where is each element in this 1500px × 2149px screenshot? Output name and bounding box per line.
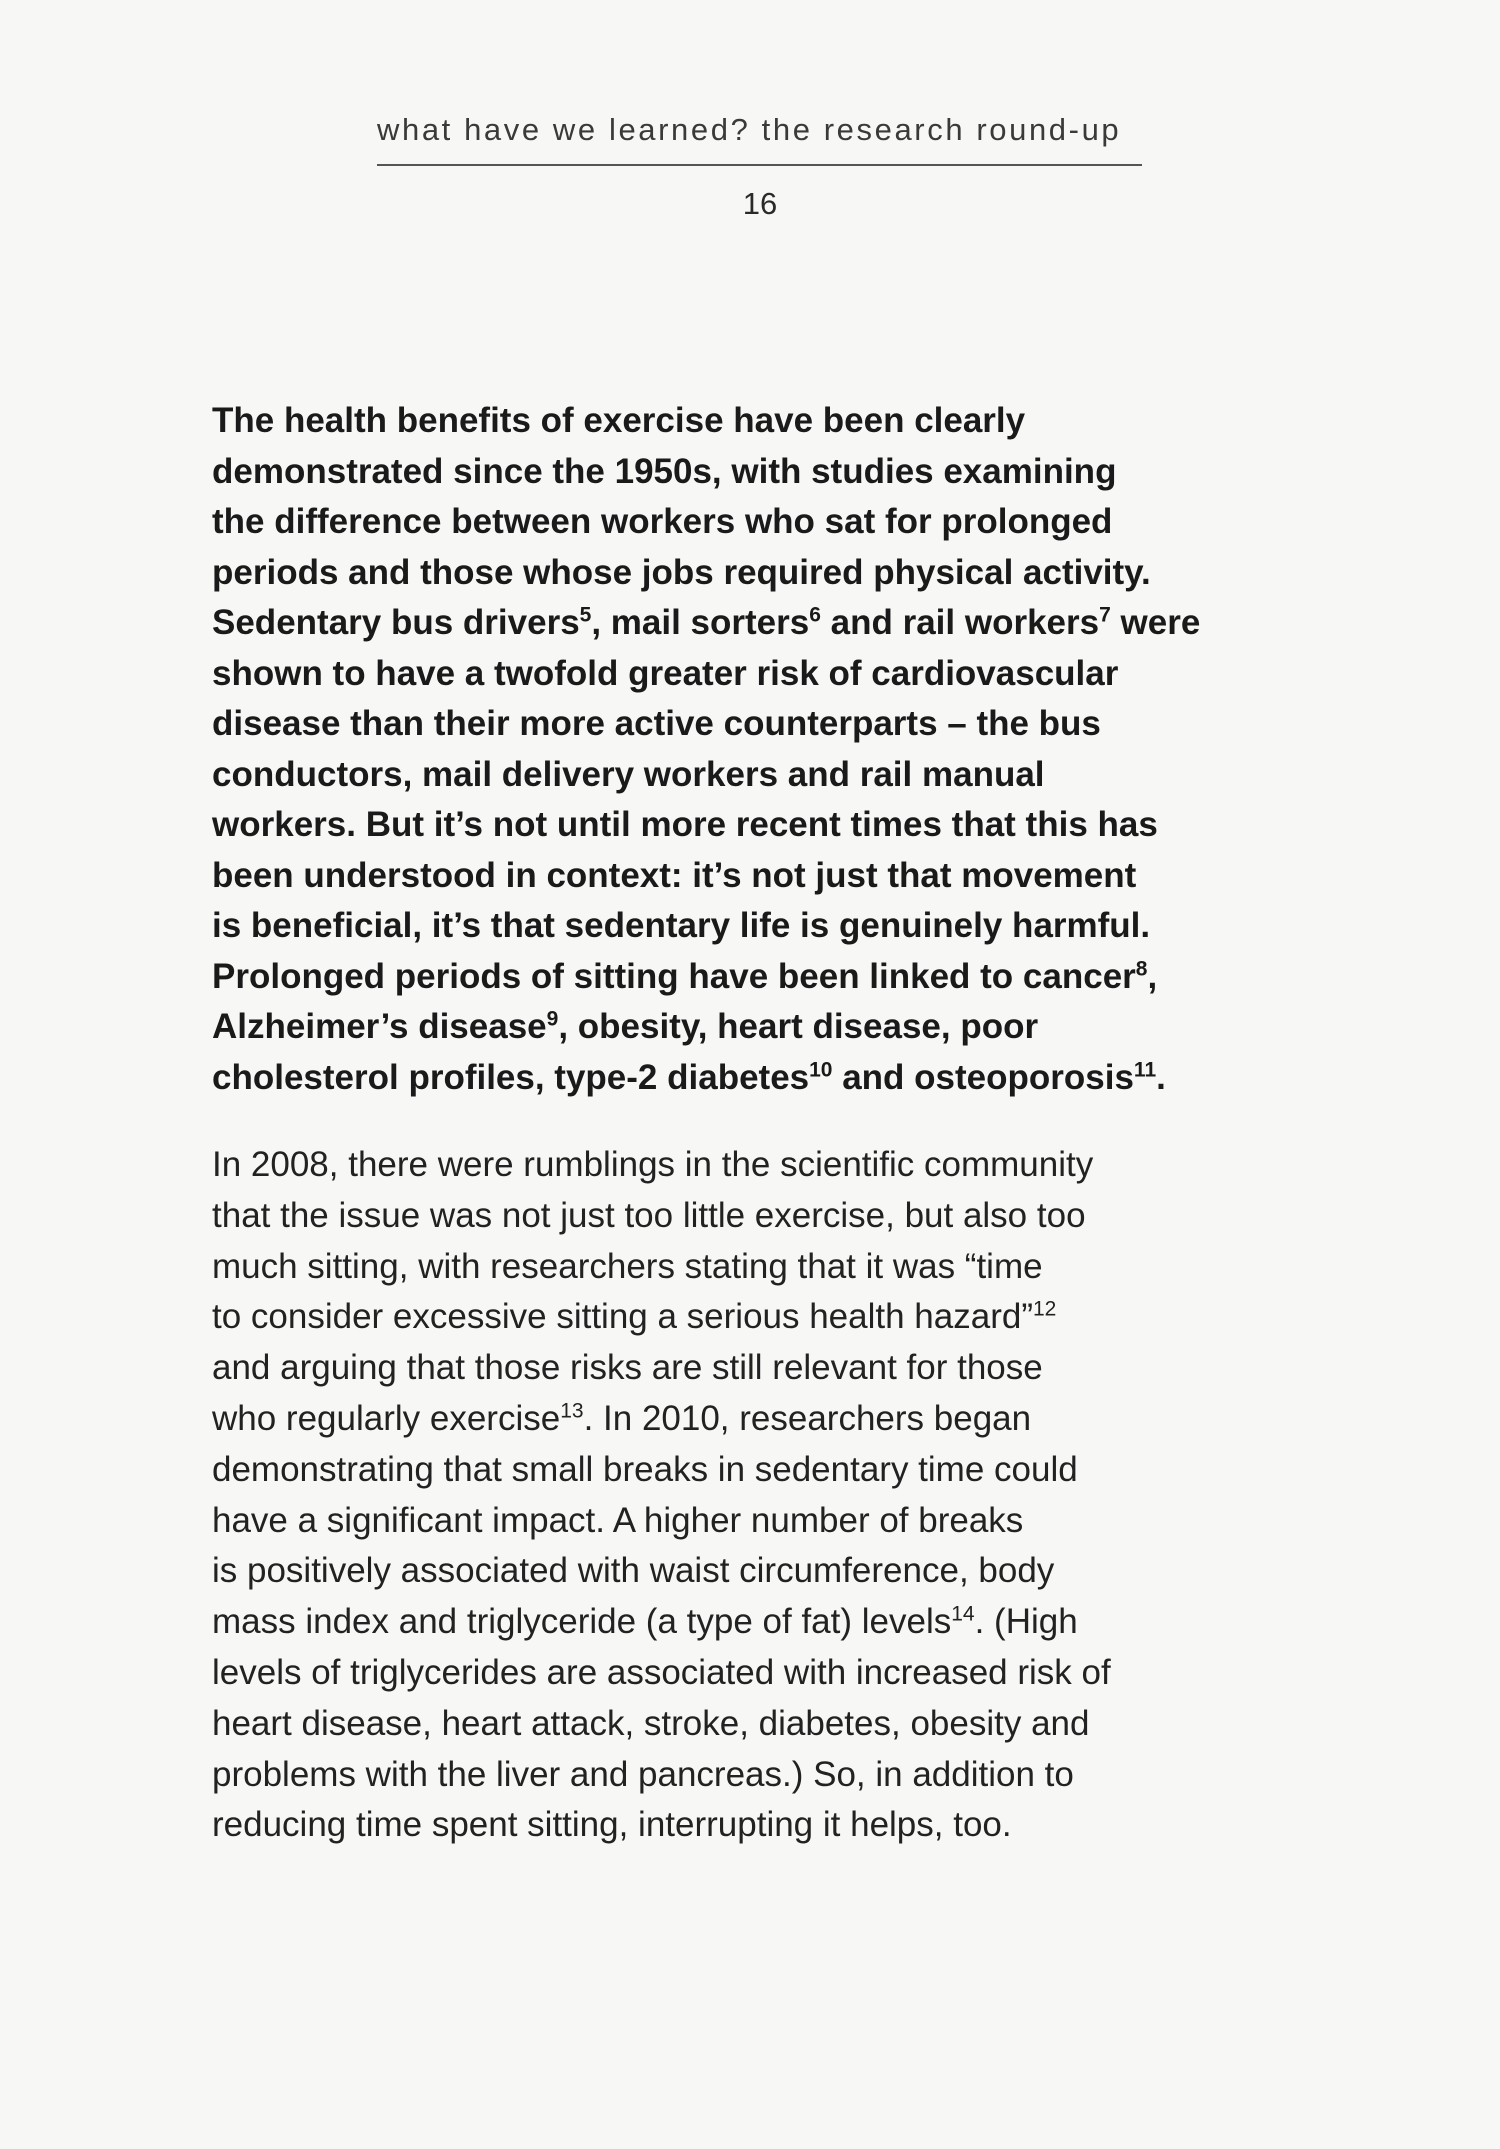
text-line — [212, 447, 1302, 498]
text-run: who regularly exercise — [212, 1398, 561, 1438]
text-run: reducing time spent sitting, interrupting it helps, too. — [212, 1805, 1012, 1845]
paragraph-2 — [212, 1140, 1302, 1851]
text-line — [212, 800, 1302, 851]
text-run: heart disease, heart attack, stroke, diabetes, obesity and — [212, 1703, 1090, 1743]
paragraph-1 — [212, 396, 1302, 1103]
text-run: conductors, mail delivery workers and rail manual — [212, 754, 1045, 794]
text-line — [212, 1191, 1302, 1242]
text-run: . — [1156, 1057, 1166, 1097]
text-run: . In 2010, researchers began — [583, 1398, 1032, 1438]
text-run: much sitting, with researchers stating that it was “time — [212, 1246, 1043, 1286]
text-line — [212, 598, 1302, 649]
reference-marker: 10 — [809, 1057, 833, 1081]
text-line — [212, 1292, 1302, 1343]
text-run: workers. But it’s not until more recent times that this has — [212, 805, 1158, 844]
text-line — [212, 1242, 1302, 1293]
reference-marker: 6 — [809, 603, 821, 627]
text-run: have a significant impact. A higher number of breaks — [212, 1500, 1024, 1540]
text-line — [212, 901, 1302, 952]
text-run: periods and those whose jobs required physical activity. — [212, 552, 1151, 592]
running-head: what have we learned? the research round-up — [377, 112, 1122, 147]
text-line — [212, 699, 1302, 750]
text-run: demonstrated since the 1950s, with studies examining — [212, 451, 1117, 491]
reference-marker: 14 — [951, 1602, 975, 1626]
text-run: shown to have a twofold greater risk of cardiovascular — [212, 653, 1119, 693]
text-run: disease than their more active counterparts – the bus — [212, 704, 1101, 743]
reference-marker: 13 — [560, 1399, 584, 1423]
reference-marker: 8 — [1135, 956, 1148, 980]
text-line — [212, 1496, 1302, 1547]
text-line — [212, 1140, 1302, 1191]
reference-marker: 12 — [1032, 1297, 1057, 1321]
text-run: levels of triglycerides are associated with increased risk of — [212, 1652, 1111, 1692]
text-run: problems with the liver and pancreas.) So, in addition to — [212, 1754, 1074, 1794]
text-run: is beneficial, it’s that sedentary life is genuinely harmful. — [212, 906, 1151, 945]
text-run: Alzheimer’s disease — [212, 1007, 547, 1046]
reference-marker: 11 — [1133, 1057, 1157, 1081]
text-run: that the issue was not just too little exercise, but also too — [212, 1195, 1086, 1235]
header-rule — [377, 164, 1142, 166]
text-run: to consider excessive sitting a serious health hazard” — [212, 1297, 1033, 1337]
text-line — [212, 548, 1302, 599]
text-line — [212, 497, 1302, 548]
text-run: , obesity, heart disease, poor — [558, 1007, 1039, 1046]
text-line — [212, 649, 1302, 700]
text-run: . (High — [974, 1602, 1078, 1642]
text-line — [212, 1750, 1302, 1801]
text-run: Prolonged periods of sitting have been linked to cancer — [212, 956, 1136, 996]
text-run: been understood in context: it’s not just that movement — [212, 855, 1137, 895]
text-line — [212, 1343, 1302, 1394]
text-run: cholesterol profiles, type-2 diabetes — [212, 1057, 810, 1097]
text-run: were — [1110, 603, 1201, 642]
text-line — [212, 1546, 1302, 1597]
text-line — [212, 1053, 1302, 1104]
text-run: and arguing that those risks are still relevant for those — [212, 1348, 1043, 1388]
text-line — [212, 1597, 1302, 1648]
reference-marker: 9 — [546, 1007, 559, 1031]
text-line — [212, 952, 1302, 1003]
text-line — [212, 750, 1302, 801]
text-run: demonstrating that small breaks in sedentary time could — [212, 1449, 1078, 1489]
text-line — [212, 1648, 1302, 1699]
reference-marker: 7 — [1099, 603, 1111, 627]
page-number: 16 — [742, 186, 778, 221]
text-line — [212, 1394, 1302, 1445]
text-run: In 2008, there were rumblings in the scientific community — [212, 1145, 1094, 1184]
text-line — [212, 1699, 1302, 1750]
text-line — [212, 396, 1302, 447]
text-line — [212, 1002, 1302, 1053]
text-line — [212, 1800, 1302, 1851]
text-line — [212, 1445, 1302, 1496]
text-line — [212, 851, 1302, 902]
text-run: is positively associated with waist circumference, body — [212, 1551, 1055, 1591]
text-run: The health benefits of exercise have been clearly — [212, 401, 1026, 440]
text-run: , — [1147, 956, 1158, 996]
text-run: mass index and triglyceride (a type of fat) levels — [212, 1602, 952, 1642]
text-run: and rail workers — [820, 603, 1100, 642]
text-run: Sedentary bus drivers — [212, 603, 580, 642]
text-run: and osteoporosis — [832, 1057, 1134, 1097]
text-run: , mail sorters — [591, 603, 810, 642]
reference-marker: 5 — [579, 603, 592, 627]
text-run: the difference between workers who sat for prolonged — [212, 502, 1113, 541]
